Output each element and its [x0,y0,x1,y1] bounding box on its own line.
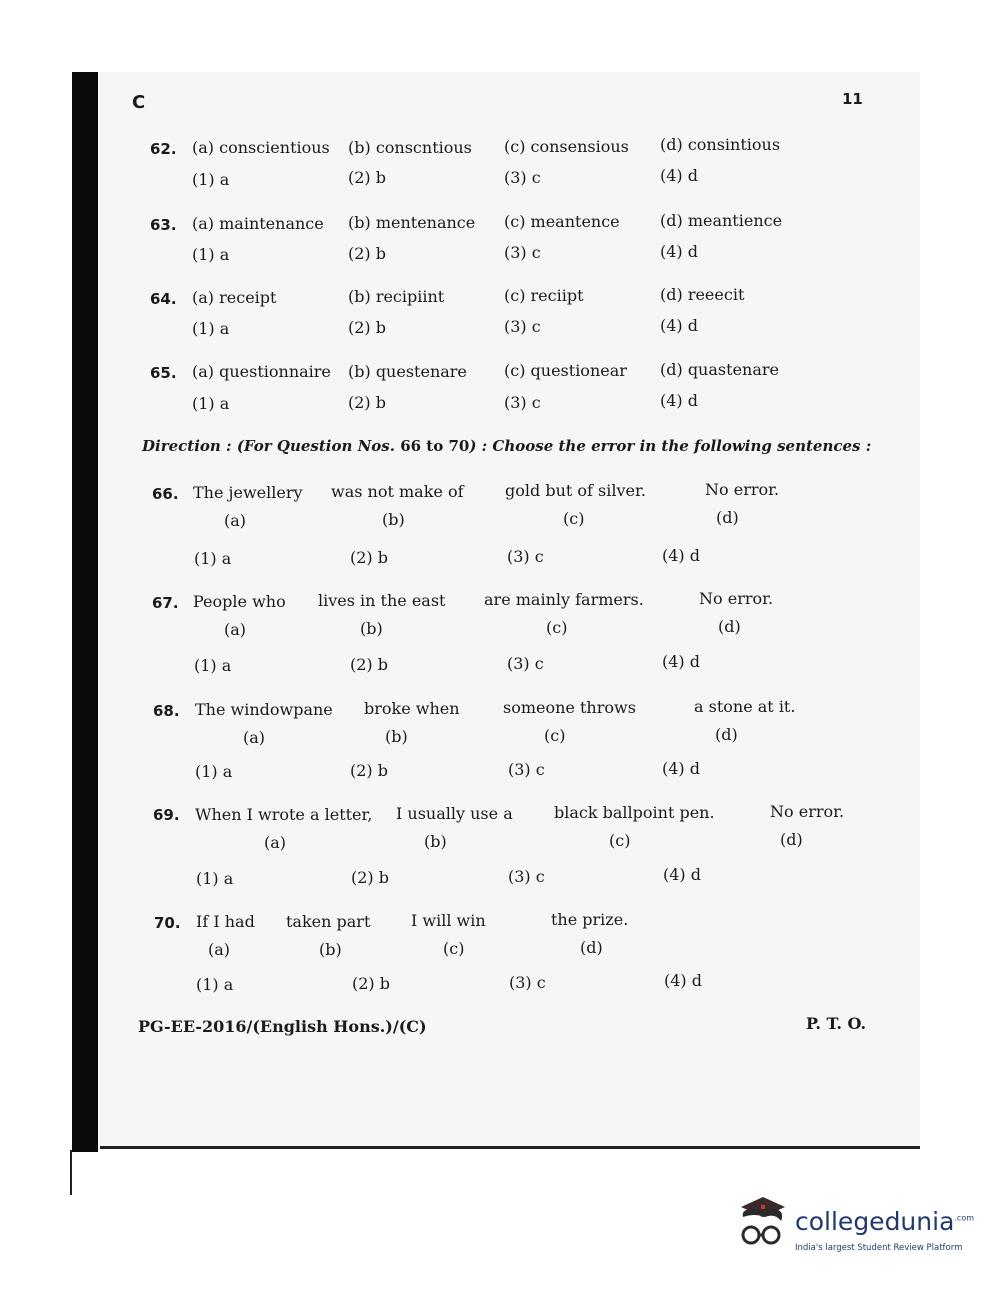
answer-3: (3) c [507,547,544,566]
question-number: 66. [152,485,179,503]
answer-2: (2) b [350,655,388,674]
part-label-d: (d) [716,508,739,527]
option-a: (a) conscientious [192,138,330,157]
sentence-part-a: When I wrote a letter, [195,805,373,824]
sentence-part-b: I usually use a [396,804,513,823]
sentence-part-d: No error. [705,480,780,499]
booklet-series-letter: C [132,92,146,113]
answer-3: (3) c [504,168,541,187]
option-d: (d) reeecit [660,285,745,304]
option-b: (b) recipiint [348,287,445,306]
option-c: (c) meantence [504,212,620,231]
answer-1: (1) a [196,975,234,994]
part-label-c: (c) [544,726,566,745]
answer-2: (2) b [352,974,390,993]
question-number: 63. [150,216,177,234]
answer-3: (3) c [504,393,541,412]
answer-3: (3) c [504,243,541,262]
please-turn-over: P. T. O. [806,1014,867,1033]
answer-4: (4) d [660,316,698,335]
answer-2: (2) b [348,318,386,337]
scan-edge-line [70,1150,72,1195]
question-number: 69. [153,806,180,824]
answer-3: (3) c [507,654,544,673]
part-label-a: (a) [224,511,247,530]
sentence-part-a: The windowpane [195,700,333,719]
question-number: 67. [152,594,179,612]
logo-suffix: .com [954,1213,975,1223]
answer-3: (3) c [508,867,545,886]
option-d: (d) quastenare [660,360,779,379]
part-label-b: (b) [385,727,408,746]
part-label-a: (a) [264,833,287,852]
sentence-part-a: People who [193,592,286,611]
question-number: 64. [150,290,177,308]
sentence-part-a: If I had [196,912,255,931]
sentence-part-b: lives in the east [318,591,446,610]
part-label-b: (b) [382,510,405,529]
part-label-d: (d) [718,617,741,636]
page-number: 11 [842,90,863,108]
sentence-part-c: I will win [411,911,486,930]
logo-wordmark [795,1207,974,1236]
answer-4: (4) d [660,391,698,410]
answer-2: (2) b [348,168,386,187]
sentence-part-c: someone throws [503,698,636,717]
option-b: (b) mentenance [348,213,476,232]
logo-tagline: India's largest Student Review Platform [795,1243,963,1253]
part-label-c: (c) [609,831,631,850]
answer-4: (4) d [660,166,698,185]
paper-code: PG-EE-2016/(English Hons.)/(C) [138,1017,427,1036]
answer-1: (1) a [192,170,230,189]
option-c: (c) reciipt [504,286,584,305]
question-number: 68. [153,702,180,720]
answer-1: (1) a [194,656,232,675]
answer-1: (1) a [192,245,230,264]
answer-1: (1) a [196,869,234,888]
answer-3: (3) c [508,760,545,779]
sentence-part-a: The jewellery [193,483,303,502]
question-number: 62. [150,140,177,158]
part-label-b: (b) [319,940,342,959]
answer-1: (1) a [195,762,233,781]
answer-4: (4) d [662,652,700,671]
option-c: (c) questionear [504,361,627,380]
part-label-d: (d) [580,938,603,957]
sentence-part-d: the prize. [551,910,629,929]
option-a: (a) receipt [192,288,277,307]
answer-2: (2) b [351,868,389,887]
option-d: (d) consintious [660,135,781,154]
answer-1: (1) a [192,394,230,413]
part-label-a: (a) [243,728,266,747]
sentence-part-b: taken part [286,912,371,931]
sentence-part-d: No error. [699,589,774,608]
sentence-part-c: black ballpoint pen. [554,803,715,822]
answer-2: (2) b [348,393,386,412]
part-label-c: (c) [443,939,465,958]
answer-4: (4) d [663,865,701,884]
sentence-part-b: was not make of [331,482,464,501]
part-label-a: (a) [224,620,247,639]
part-label-d: (d) [715,725,738,744]
part-label-b: (b) [424,832,447,851]
answer-3: (3) c [509,973,546,992]
answer-3: (3) c [504,317,541,336]
answer-4: (4) d [664,971,702,990]
option-a: (a) questionnaire [192,362,331,381]
sentence-part-b: broke when [364,699,460,718]
part-label-a: (a) [208,940,231,959]
sentence-part-d: a stone at it. [694,697,796,716]
option-b: (b) conscntious [348,138,472,157]
direction-text-pre: (For Question Nos. [231,437,401,455]
option-c: (c) consensious [504,137,629,156]
part-label-b: (b) [360,619,383,638]
scan-edge-bar [72,72,98,1152]
direction-text-post: ) : Choose the error in the following sentences : [469,437,872,455]
option-a: (a) maintenance [192,214,324,233]
direction-instruction [142,437,871,455]
answer-4: (4) d [662,546,700,565]
logo-name: collegedunia [795,1207,955,1236]
answer-2: (2) b [350,548,388,567]
part-label-c: (c) [546,618,568,637]
part-label-d: (d) [780,830,803,849]
answer-2: (2) b [348,244,386,263]
part-label-c: (c) [563,509,585,528]
answer-2: (2) b [350,761,388,780]
option-b: (b) questenare [348,362,467,381]
answer-4: (4) d [662,759,700,778]
sentence-part-c: are mainly farmers. [484,590,644,609]
sentence-part-c: gold but of silver. [505,481,646,500]
sentence-part-d: No error. [770,802,845,821]
option-d: (d) meantience [660,211,783,230]
direction-range: 66 to 70 [400,437,470,455]
answer-1: (1) a [192,319,230,338]
bottom-rule [100,1146,920,1149]
direction-label: Direction : [142,437,232,455]
question-number: 65. [150,364,177,382]
question-number: 70. [154,914,181,932]
answer-4: (4) d [660,242,698,261]
answer-1: (1) a [194,549,232,568]
